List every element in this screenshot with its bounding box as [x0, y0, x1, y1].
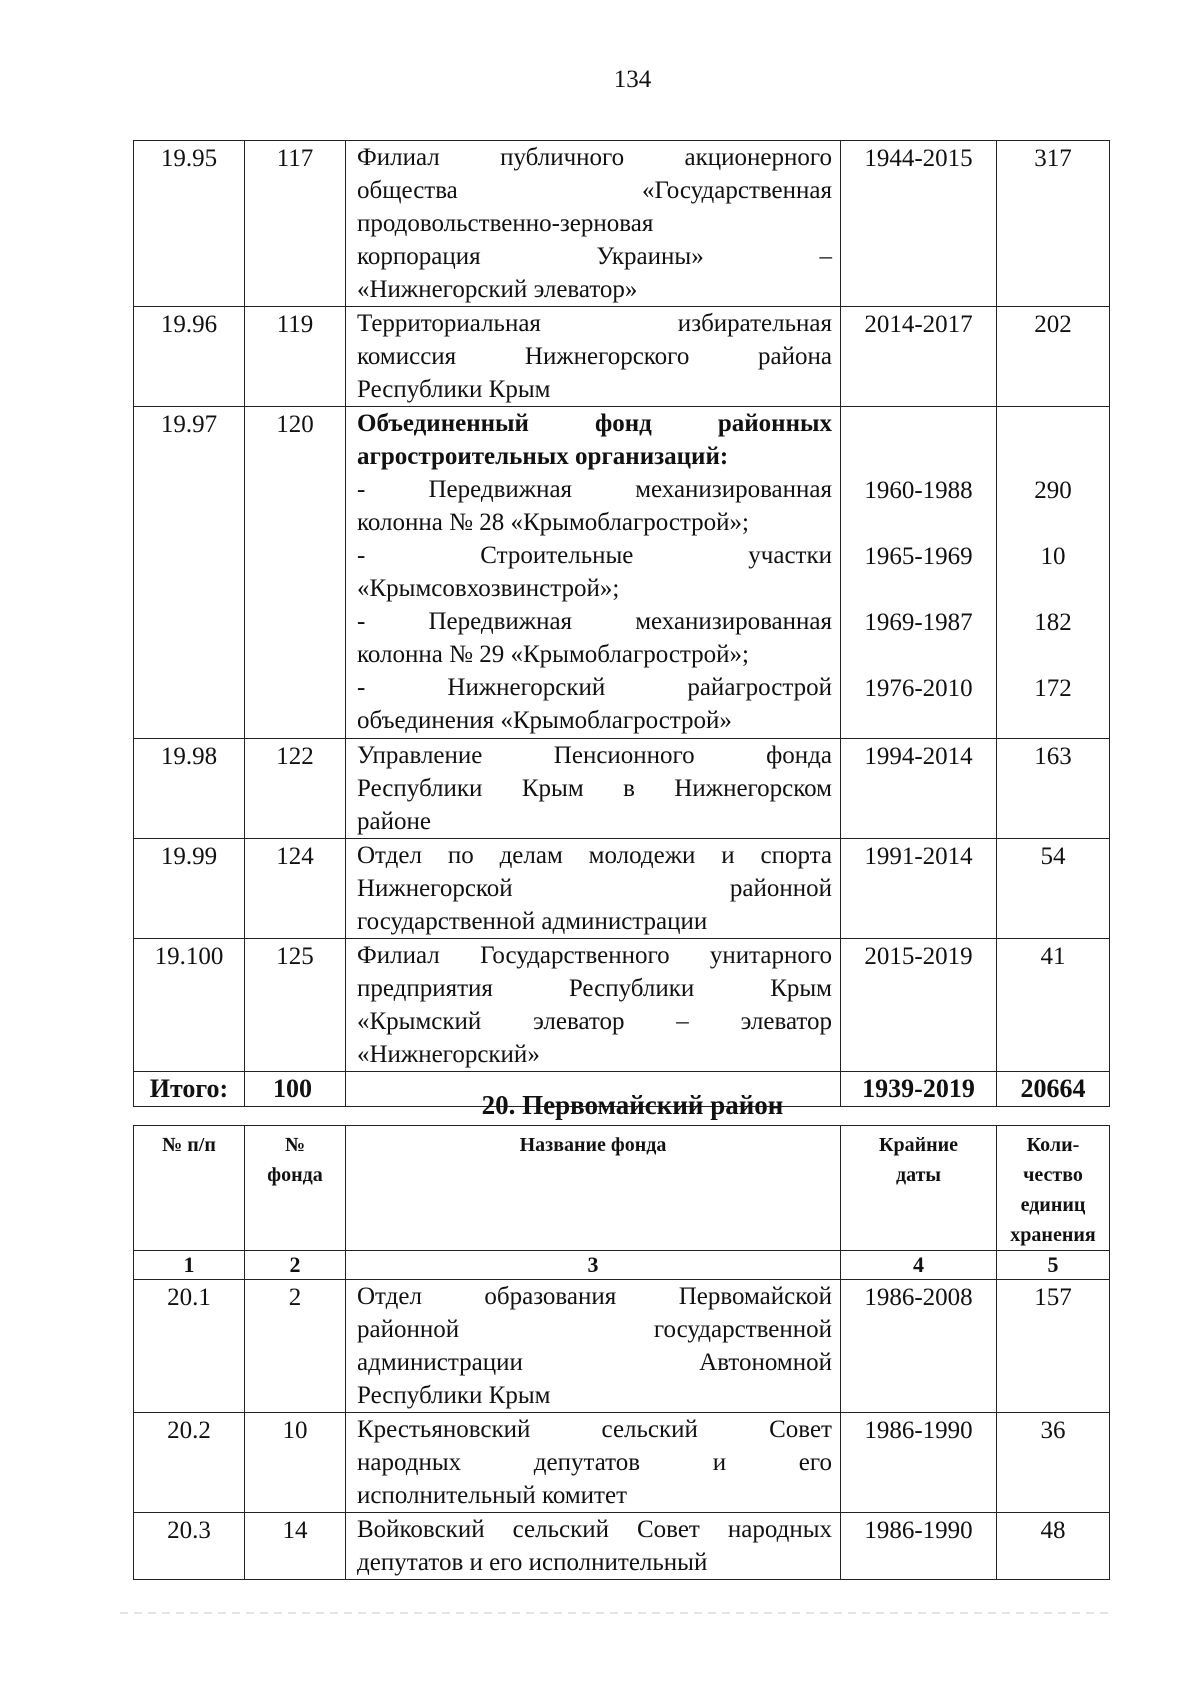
fond-name-line: корпорация Украины» –: [357, 243, 832, 270]
sub-fond-dates: 1965-1969: [864, 543, 973, 570]
sub-fond-line: объединения «Крымоблагрострой»: [357, 707, 732, 734]
table-row: [134, 939, 1110, 1072]
fond-number: 122: [245, 739, 346, 839]
fond-name-line: «Крымский элеватор – элеватор: [357, 1008, 832, 1035]
header-fond: № фонда: [245, 1126, 346, 1251]
scan-artifact-line: [120, 1612, 1110, 1614]
fond-number: 125: [245, 939, 346, 1072]
column-index-row: [134, 1251, 1110, 1280]
fond-heading-line: агростроительных организаций:: [357, 443, 729, 470]
date-range: 1986-1990: [841, 1413, 997, 1513]
fond-number: 124: [245, 839, 346, 939]
fond-number: 119: [245, 307, 346, 407]
fond-name: [346, 307, 841, 407]
header-name: Название фонда: [346, 1126, 841, 1251]
total-date-range: 1939-2019: [841, 1072, 997, 1107]
fond-number: 14: [245, 1513, 346, 1580]
fond-name-line: предприятия Республики Крым: [357, 975, 832, 1002]
table-row: [134, 739, 1110, 839]
sub-fond-line: колонна № 29 «Крымоблагрострой»;: [357, 641, 749, 668]
table-row: [134, 141, 1110, 307]
date-range: 1944-2015: [841, 141, 997, 307]
storage-units-count: 317: [997, 141, 1110, 307]
fond-name-line: Отдел по делам молодежи и спорта: [357, 842, 832, 869]
fond-heading-line: Объединенный фонд районных: [357, 410, 832, 437]
storage-units-count: 36: [997, 1413, 1110, 1513]
fond-number: 10: [245, 1413, 346, 1513]
fond-name-line: Крестьяновский сельский Совет: [357, 1416, 832, 1443]
storage-units-count: [997, 407, 1110, 739]
sub-fond-count: 182: [1034, 609, 1072, 636]
fond-name-line: Отдел образования Первомайской: [357, 1283, 832, 1310]
fond-name: [346, 1513, 841, 1580]
table-row: [134, 307, 1110, 407]
date-range: 1986-1990: [841, 1513, 997, 1580]
table-row: [134, 1513, 1110, 1580]
fond-name-line: народных депутатов и его: [357, 1449, 832, 1476]
fond-name-line: районной государственной: [357, 1316, 832, 1343]
fond-name-line: Нижнегорской районной: [357, 875, 832, 902]
fond-name-line: администрации Автономной: [357, 1349, 832, 1376]
fond-name-line: Филиал публичного акционерного: [357, 144, 832, 171]
sub-fond-line: - Строительные участки: [357, 542, 832, 569]
total-storage-units: 20664: [997, 1072, 1110, 1107]
fond-name-line: «Нижнегорский элеватор»: [357, 276, 638, 303]
section-title: 20. Первомайский район: [481, 1090, 784, 1120]
row-number: 19.96: [134, 307, 245, 407]
row-number: 19.95: [134, 141, 245, 307]
fond-name-line: районе: [357, 808, 431, 835]
row-number: 19.100: [134, 939, 245, 1072]
fond-name-line: Войковский сельский Совет народных: [357, 1516, 832, 1543]
archive-table-district-19: [133, 140, 1110, 1107]
sub-fond-dates: 1960-1988: [864, 477, 973, 504]
sub-fond-count: 10: [1040, 543, 1066, 570]
table-row: [134, 839, 1110, 939]
index-cell: 3: [346, 1251, 841, 1280]
sub-fond-line: колонна № 28 «Крымоблагрострой»;: [357, 509, 749, 536]
fond-name: [346, 939, 841, 1072]
table-row: [134, 1280, 1110, 1413]
storage-units-count: 202: [997, 307, 1110, 407]
fond-name: [346, 407, 841, 739]
date-range: 2014-2017: [841, 307, 997, 407]
fond-name: [346, 839, 841, 939]
sub-fond-line: «Крымсовхозвинстрой»;: [357, 575, 620, 602]
fond-name: [346, 739, 841, 839]
sub-fond-line: - Передвижная механизированная: [357, 476, 832, 503]
row-number: 19.98: [134, 739, 245, 839]
date-range: 1986-2008: [841, 1280, 997, 1413]
date-range: 2015-2019: [841, 939, 997, 1072]
fond-number: 117: [245, 141, 346, 307]
fond-name-line: Республики Крым: [357, 1382, 551, 1409]
total-fond-count: 100: [245, 1072, 346, 1107]
fond-name-line: Филиал Государственного унитарного: [357, 942, 832, 969]
storage-units-count: 48: [997, 1513, 1110, 1580]
index-cell: 5: [997, 1251, 1110, 1280]
total-label: Итого:: [134, 1072, 245, 1107]
fond-name: [346, 141, 841, 307]
archive-table-district-20: [133, 1125, 1110, 1580]
header-no: № п/п: [134, 1126, 245, 1251]
fond-name: [346, 1280, 841, 1413]
sub-fond-dates: 1976-2010: [864, 675, 973, 702]
date-range: [841, 407, 997, 739]
page-number: 134: [613, 66, 652, 93]
header-dates: Крайние даты: [841, 1126, 997, 1251]
storage-units-count: 163: [997, 739, 1110, 839]
storage-units-count: 54: [997, 839, 1110, 939]
fond-name-line: государственной администрации: [357, 908, 708, 935]
row-number: 19.99: [134, 839, 245, 939]
sub-fond-line: - Нижнегорский райагрострой: [357, 674, 832, 701]
row-number: 20.1: [134, 1280, 245, 1413]
sub-fond-line: - Передвижная механизированная: [357, 608, 832, 635]
fond-name-line: депутатов и его исполнительный: [357, 1549, 708, 1576]
row-number: 20.3: [134, 1513, 245, 1580]
storage-units-count: 41: [997, 939, 1110, 1072]
header-count: Коли- чество единиц хранения: [997, 1126, 1110, 1251]
index-cell: 1: [134, 1251, 245, 1280]
table-row-combined-fond: [134, 407, 1110, 739]
index-cell: 4: [841, 1251, 997, 1280]
fond-number: 2: [245, 1280, 346, 1413]
fond-name-line: «Нижнегорский»: [357, 1041, 540, 1068]
date-range: 1991-2014: [841, 839, 997, 939]
row-number: 19.97: [134, 407, 245, 739]
fond-name-line: Управление Пенсионного фонда: [357, 742, 832, 769]
fond-number: 120: [245, 407, 346, 739]
fond-name-line: исполнительный комитет: [357, 1482, 628, 1509]
row-number: 20.2: [134, 1413, 245, 1513]
table-row: [134, 1413, 1110, 1513]
fond-name-line: общества «Государственная: [357, 177, 832, 204]
fond-name-line: продовольственно-зерновая: [357, 210, 654, 237]
sub-fond-count: 290: [1034, 477, 1072, 504]
sub-fond-count: 172: [1034, 675, 1072, 702]
fond-name-line: комиссия Нижнегорского района: [357, 343, 832, 370]
date-range: 1994-2014: [841, 739, 997, 839]
index-cell: 2: [245, 1251, 346, 1280]
fond-name: [346, 1413, 841, 1513]
fond-name-line: Республики Крым: [357, 376, 551, 403]
fond-name-line: Республики Крым в Нижнегорском: [357, 775, 832, 802]
storage-units-count: 157: [997, 1280, 1110, 1413]
fond-name-line: Территориальная избирательная: [357, 310, 832, 337]
sub-fond-dates: 1969-1987: [864, 609, 973, 636]
